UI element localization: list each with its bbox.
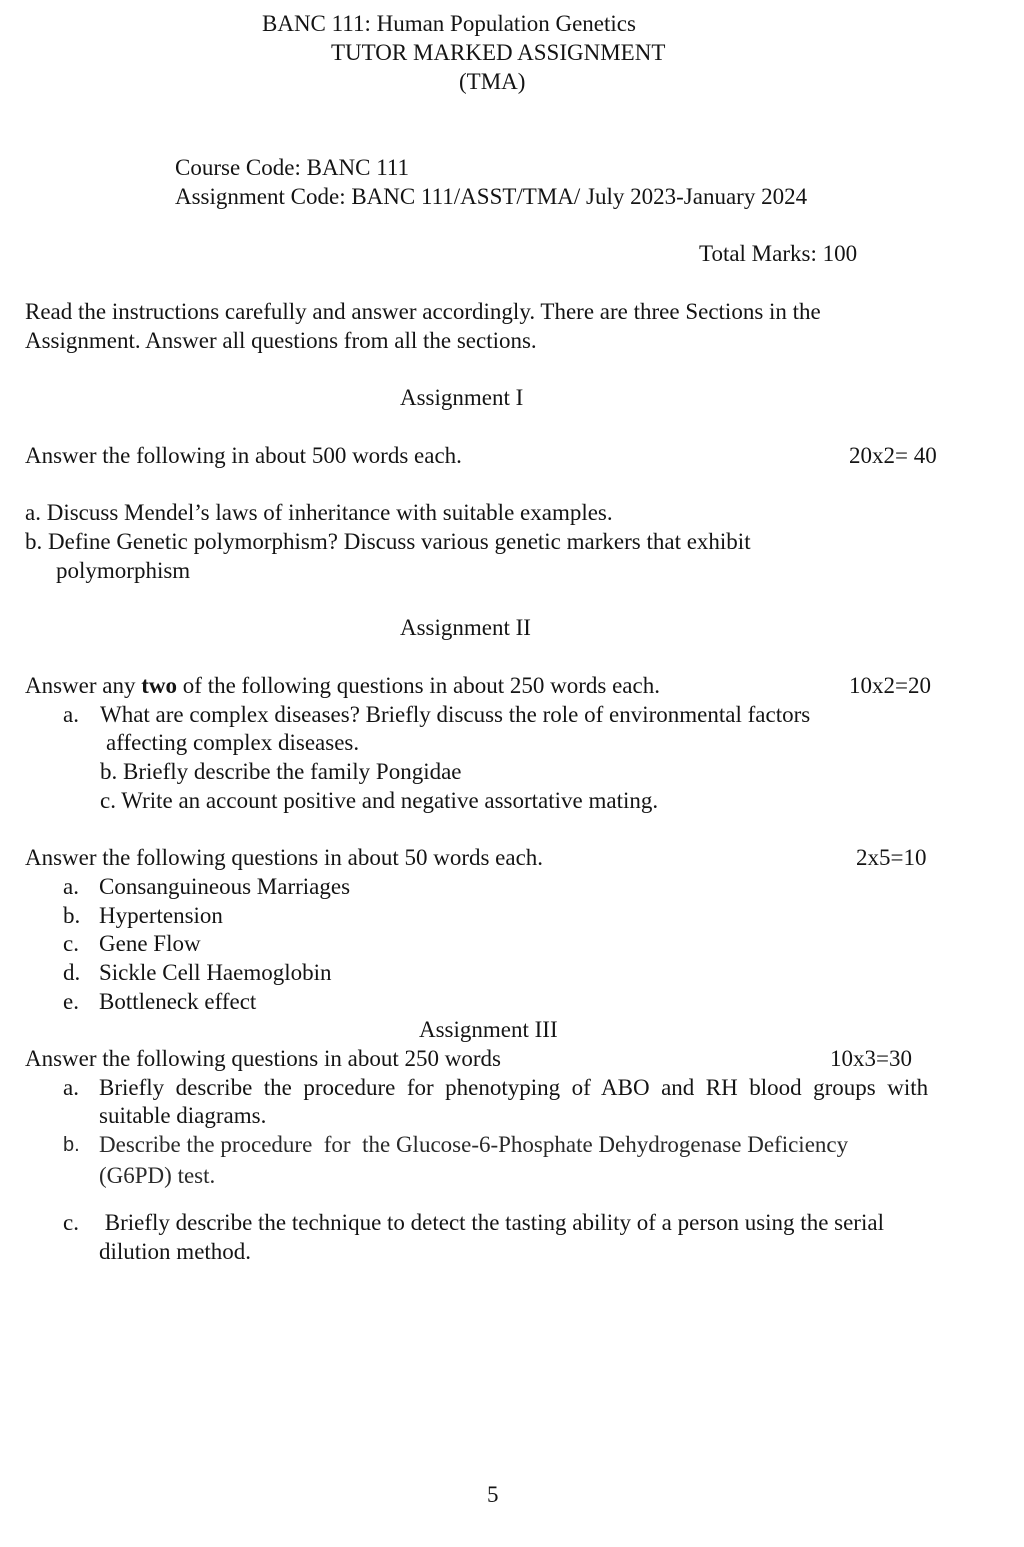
assignment-2-heading: Assignment II: [400, 615, 531, 640]
short-item: Sickle Cell Haemoglobin: [99, 960, 332, 985]
assignment-3-question-a-cont: suitable diagrams.: [99, 1103, 267, 1128]
assignment-3-question-a-marker: a.: [63, 1075, 79, 1100]
assignment-1-prompt: Answer the following in about 500 words each.: [25, 443, 462, 468]
assignment-1-question-b-cont: polymorphism: [56, 558, 191, 583]
instructions-line-1: Read the instructions carefully and answer accordingly. There are three Sections in the: [25, 299, 821, 324]
document-abbr: (TMA): [459, 69, 526, 94]
assignment-code: Assignment Code: BANC 111/ASST/TMA/ July 2023-January 2024: [175, 184, 808, 209]
short-answer-prompt: Answer the following questions in about 50 words each.: [25, 845, 544, 870]
assignment-1-heading: Assignment I: [400, 385, 524, 410]
short-item: Bottleneck effect: [99, 989, 257, 1014]
instructions-line-2: Assignment. Answer all questions from all the sections.: [25, 328, 537, 353]
assignment-1-marks: 20x2= 40: [849, 443, 937, 468]
assignment-2-question-a-marker: a.: [63, 702, 79, 727]
assignment-3-question-b: Describe the procedure for the Glucose-6-Phosphate Dehydrogenase Deficiency: [99, 1132, 849, 1157]
assignment-2-prompt: Answer any two of the following questions in about 250 words each.: [25, 673, 660, 698]
document-subtitle: TUTOR MARKED ASSIGNMENT: [331, 40, 666, 65]
course-code: Course Code: BANC 111: [175, 155, 410, 180]
assignment-2-question-a: What are complex diseases? Briefly discuss the role of environmental factors: [100, 702, 811, 727]
short-item-marker: b.: [63, 903, 81, 928]
short-item-marker: c.: [63, 931, 79, 956]
assignment-3-question-a: Briefly describe the procedure for phenotyping of ABO and RH blood groups with: [99, 1075, 929, 1100]
document-title: BANC 111: Human Population Genetics: [262, 11, 636, 36]
assignment-3-prompt: Answer the following questions in about 250 words: [25, 1046, 501, 1071]
short-item-marker: a.: [63, 874, 79, 899]
assignment-1-question-b: b. Define Genetic polymorphism? Discuss various genetic markers that exhibit: [25, 529, 751, 554]
assignment-2-question-c: c. Write an account positive and negative assortative mating.: [100, 788, 659, 813]
assignment-3-question-b-cont: (G6PD) test.: [99, 1163, 216, 1188]
assignment-3-question-c-marker: c.: [63, 1210, 79, 1235]
assignment-2-question-b: b. Briefly describe the family Pongidae: [100, 759, 462, 784]
assignment-2-question-a-cont: affecting complex diseases.: [106, 730, 360, 755]
assignment-3-question-b-marker: b.: [63, 1134, 80, 1156]
page-number: 5: [487, 1482, 499, 1507]
assignment-3-question-c-cont: dilution method.: [99, 1239, 252, 1264]
assignment-3-heading: Assignment III: [419, 1017, 558, 1042]
assignment-3-question-c: Briefly describe the technique to detect the tasting ability of a person using the serial: [99, 1210, 884, 1235]
short-item-marker: e.: [63, 989, 79, 1014]
short-item: Hypertension: [99, 903, 223, 928]
total-marks: Total Marks: 100: [699, 241, 858, 266]
short-answer-marks: 2x5=10: [856, 845, 927, 870]
short-item-marker: d.: [63, 960, 81, 985]
assignment-3-marks: 10x3=30: [830, 1046, 912, 1071]
short-item: Gene Flow: [99, 931, 201, 956]
assignment-2-marks: 10x2=20: [849, 673, 931, 698]
short-item: Consanguineous Marriages: [99, 874, 351, 899]
assignment-1-question-a: a. Discuss Mendel’s laws of inheritance with suitable examples.: [25, 500, 613, 525]
